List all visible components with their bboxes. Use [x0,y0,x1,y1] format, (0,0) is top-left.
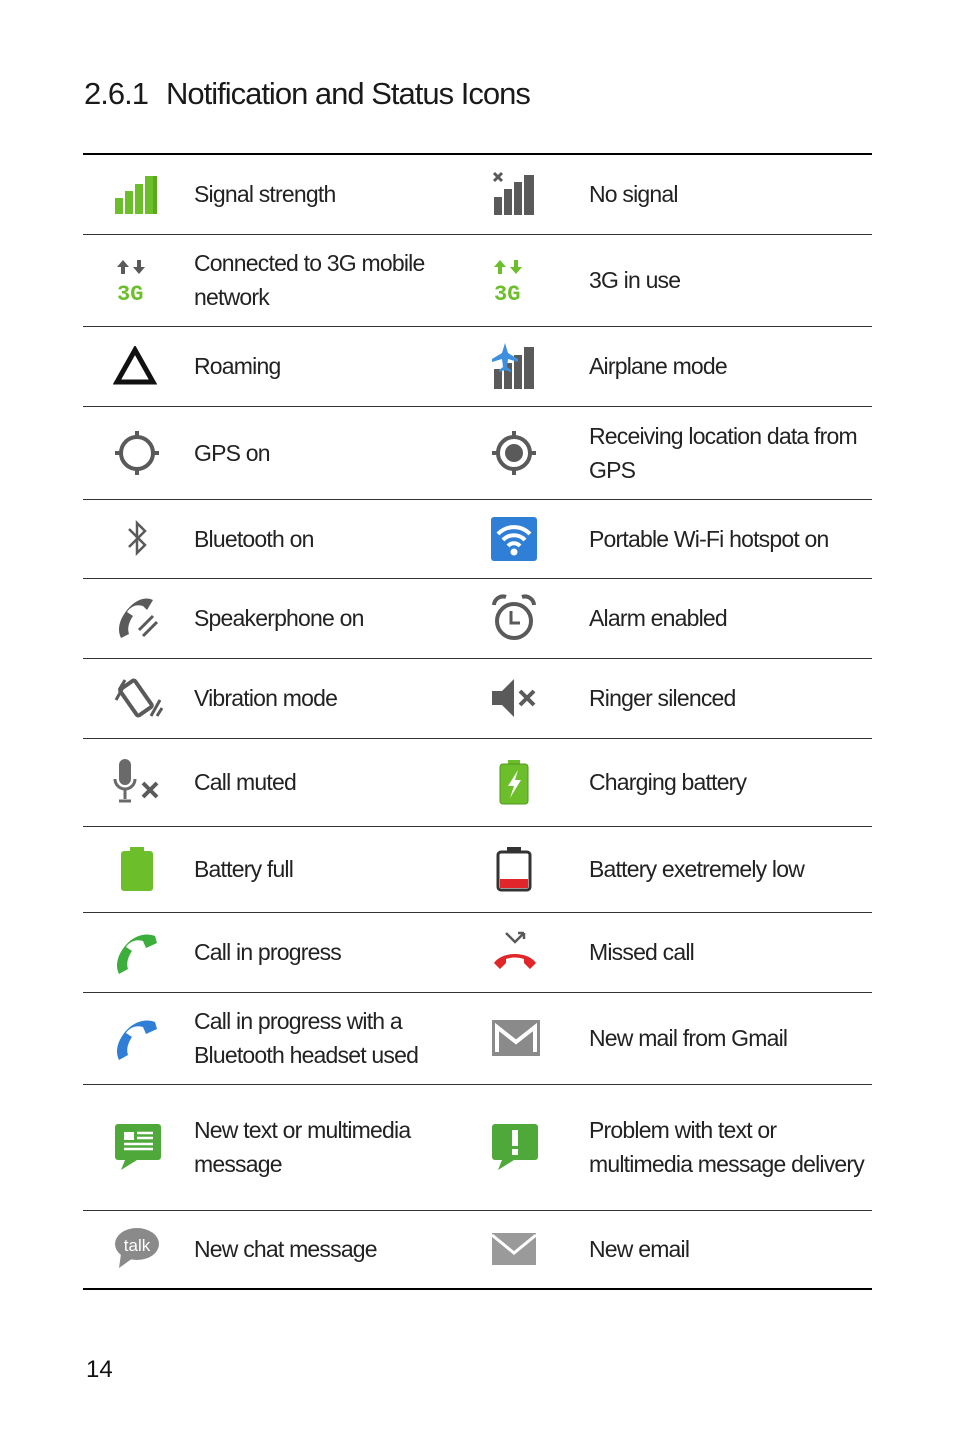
wifi-hotspot-icon [490,516,538,562]
label-battery-full: Battery full [194,856,294,882]
signal-strength-icon [113,172,161,216]
call-in-progress-icon [113,928,161,976]
missed-call-icon [490,929,540,975]
gps-on-icon [113,429,161,477]
icon-cell [83,658,194,738]
icon-cell [83,499,194,578]
icon-cell [478,154,589,234]
icon-cell [83,738,194,826]
label-ringer-silenced: Ringer silenced [589,685,736,711]
label-gmail: New mail from Gmail [589,1025,788,1051]
icon-cell [83,406,194,499]
label-call-in-progress: Call in progress [194,939,341,965]
icon-cell [83,912,194,992]
table-row [83,992,872,1084]
label-airplane-mode: Airplane mode [589,353,727,379]
table-row [83,499,872,578]
label-chat: New chat message [194,1236,377,1263]
gps-receiving-icon [490,429,538,477]
page-number: 14 [86,1356,113,1383]
label-roaming: Roaming [194,353,281,379]
vibration-icon [113,676,163,720]
label-wifi-hotspot: Portable Wi-Fi hotspot on [589,525,829,552]
icon-cell [83,1210,194,1289]
call-muted-icon [113,757,163,807]
airplane-mode-icon [490,341,542,391]
icon-cell [478,826,589,912]
new-message-icon [113,1122,163,1172]
table-row [83,1210,872,1289]
svg-text:3G: 3G [494,282,521,304]
chat-icon [113,1226,163,1272]
table-row [83,326,872,406]
battery-full-icon [113,845,161,893]
icon-cell [478,658,589,738]
icon-cell [478,499,589,578]
label-no-signal: No signal [589,181,678,208]
icon-cell [478,578,589,658]
table-row [83,154,872,234]
icon-cell [478,912,589,992]
icon-cell [83,234,194,326]
icon-cell [83,326,194,406]
table-row [83,1084,872,1210]
3g-connected-icon [113,256,153,304]
bluetooth-call-icon [113,1014,161,1062]
label-signal-strength: Signal strength [194,181,336,208]
charging-battery-icon [490,758,538,806]
icon-cell [83,992,194,1084]
label-battery-low: Battery exetremely low [589,856,805,882]
bluetooth-icon [113,517,161,561]
section-heading [84,76,530,112]
ringer-silenced-icon [490,675,540,721]
no-signal-icon [490,171,540,217]
label-message-problem: Problem with text or multimedia message delivery [589,1117,864,1177]
label-gps-on: GPS on [194,439,270,466]
table-row [83,406,872,499]
table-row [83,234,872,326]
message-problem-icon [490,1122,540,1172]
section-number: 2.6.1 [84,76,148,111]
label-charging-battery: Charging battery [589,769,747,795]
alarm-icon [490,593,538,643]
label-bluetooth: Bluetooth on [194,525,314,552]
label-vibration: Vibration mode [194,685,338,711]
label-email: New email [589,1236,690,1263]
icon-cell [83,578,194,658]
3g-in-use-icon [490,256,530,304]
roaming-icon [113,346,157,386]
icon-cell [478,326,589,406]
label-alarm: Alarm enabled [589,605,727,631]
email-icon [490,1231,538,1267]
icon-cell [478,1084,589,1210]
section-title: Notification and Status Icons [165,76,530,111]
icon-cell [478,1210,589,1289]
speakerphone-icon [113,594,161,642]
icon-cell [478,738,589,826]
svg-text:3G: 3G [117,282,144,304]
icon-cell [83,1084,194,1210]
label-gps-receiving: Receiving location data from GPS [589,422,857,483]
label-3g-in-use: 3G in use [589,267,681,293]
gmail-icon [490,1018,542,1058]
icon-table [83,153,872,1290]
icon-cell [478,992,589,1084]
label-3g-connected: Connected to 3G mobile network [194,250,425,310]
label-missed-call: Missed call [589,939,694,965]
table-row [83,912,872,992]
label-new-message: New text or multimedia message [194,1117,411,1177]
chat-icon-text: talk [123,1236,151,1256]
table-row [83,578,872,658]
battery-low-icon [490,845,538,893]
icon-cell [478,406,589,499]
icon-cell [83,826,194,912]
icon-cell [83,154,194,234]
icon-cell [478,234,589,326]
table-row [83,738,872,826]
table-row [83,658,872,738]
label-call-muted: Call muted [194,769,296,795]
label-bluetooth-call: Call in progress with a Bluetooth headset used [194,1008,419,1068]
table-row [83,826,872,912]
label-speakerphone: Speakerphone on [194,605,364,631]
